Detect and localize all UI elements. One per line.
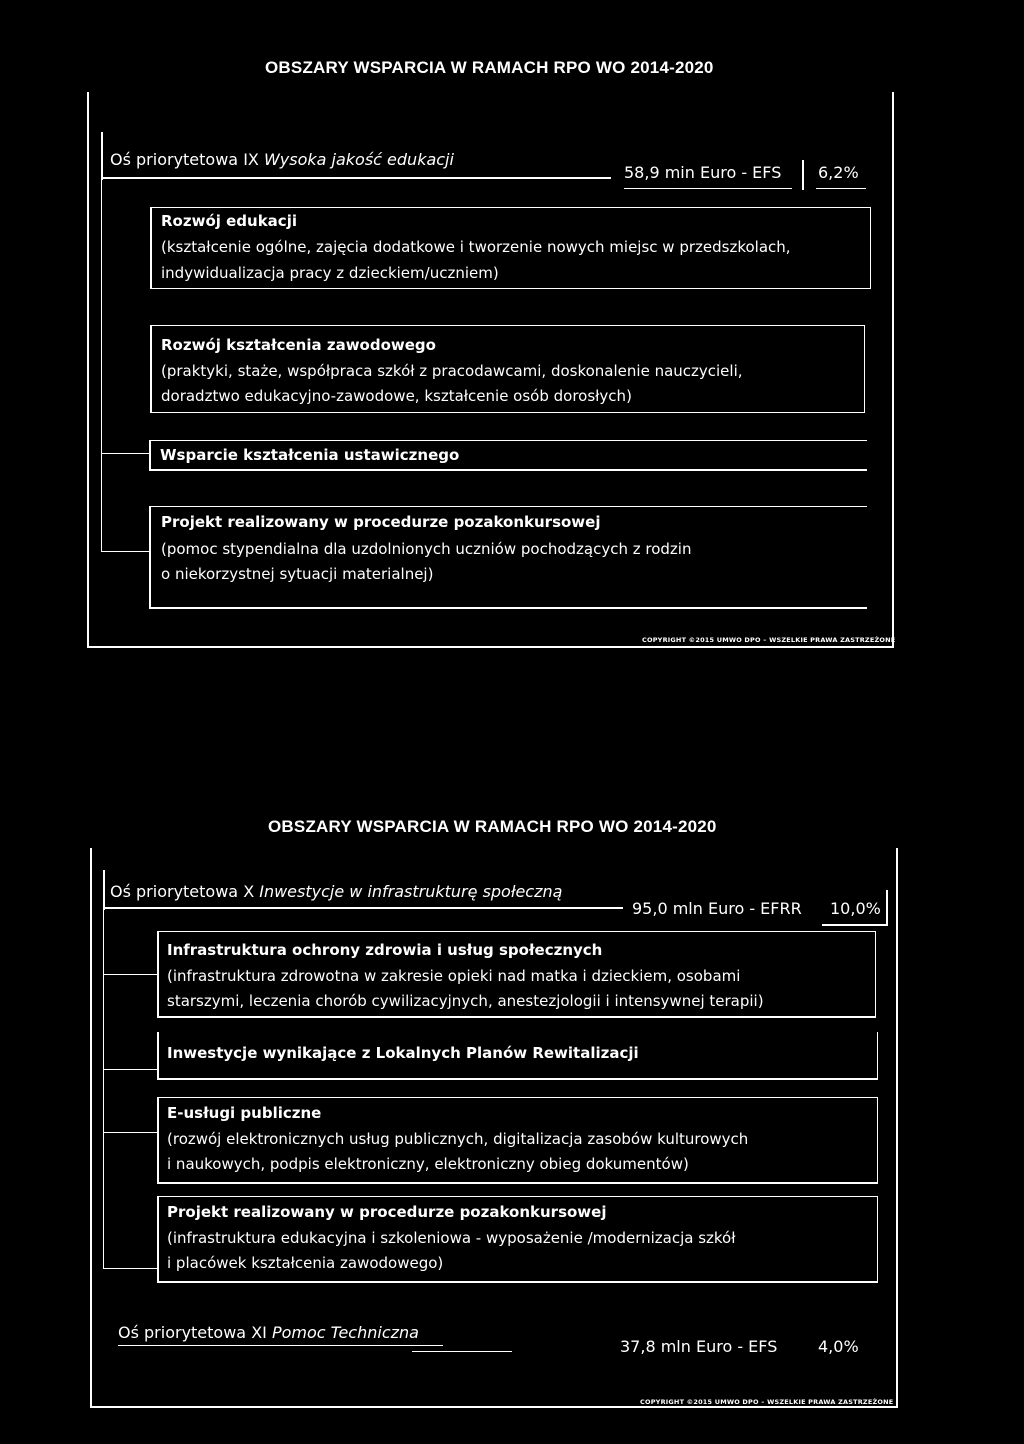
box-ksztalcenie-ustawiczne (149, 440, 867, 471)
axis-ix-underline (101, 177, 611, 179)
box-projekt-pozakonkursowy-1 (149, 506, 867, 609)
axis-ix-amount-underline (624, 188, 792, 189)
axis-x-prefix: Oś priorytetowa X (110, 882, 260, 901)
box-text-line: i placówek kształcenia zawodowego) (167, 1254, 444, 1272)
box-text-line: (rozwój elektronicznych usług publicznych, digitalizacja zasobów kulturowych (167, 1130, 749, 1148)
box-title: Projekt realizowany w procedurze pozakonkursowej (167, 1203, 607, 1221)
slide-2-title: OBSZARY WSPARCIA W RAMACH RPO WO 2014-2020 (268, 817, 717, 836)
connector-box-4 (101, 551, 149, 552)
axis-x-percent-underline (822, 924, 888, 926)
connector-box-s2-4 (103, 1268, 157, 1269)
slide-2-frame-left (90, 848, 92, 1408)
slide-2-frame-right (896, 848, 898, 1408)
box-title: Rozwój edukacji (161, 212, 297, 230)
box-text-line: o niekorzystnej sytuacji materialnej) (161, 565, 434, 583)
connector-box-s2-1 (103, 974, 157, 975)
box-e-uslugi (157, 1097, 878, 1184)
box-lokalne-plany-rewitalizacji (157, 1032, 878, 1080)
box-title: Wsparcie kształcenia ustawicznego (160, 446, 460, 464)
slide-1-frame-bottom (87, 646, 894, 648)
slide-1-title: OBSZARY WSPARCIA W RAMACH RPO WO 2014-2020 (265, 58, 714, 77)
box-title: E-usługi publiczne (167, 1104, 322, 1122)
axis-ix-percent-underline (816, 188, 866, 189)
axis-x-amount: 95,0 mln Euro - EFRR (632, 899, 802, 918)
slide-1-copyright: COPYRIGHT ©2015 UMWO DPO – WSZELKIE PRAWA ZASTRZEŻONE (642, 636, 896, 644)
slide-1-frame-left (87, 92, 89, 648)
box-rozwoj-edukacji (150, 207, 871, 289)
connector-box-s2-3 (103, 1132, 157, 1133)
slide-2-frame-bottom (90, 1406, 898, 1408)
box-title: Infrastruktura ochrony zdrowia i usług społecznych (167, 941, 603, 959)
axis-ix-percent: 6,2% (818, 163, 859, 182)
axis-xi-label (118, 1323, 419, 1342)
box-text-line: (pomoc stypendialna dla uzdolnionych uczniów pochodzących z rodzin (161, 540, 692, 558)
box-ksztalcenie-zawodowe (150, 325, 865, 413)
axis-xi-percent: 4,0% (818, 1337, 859, 1356)
axis-ix-side-bar (101, 132, 103, 180)
slide-2-tree-trunk (103, 908, 104, 1268)
slide-1-frame-right (892, 92, 894, 648)
axis-ix-name: Wysoka jakość edukacji (263, 150, 454, 169)
axis-xi-amount: 37,8 mln Euro - EFS (620, 1337, 778, 1356)
slide-1-tree-trunk (101, 178, 102, 552)
axis-xi-prefix: Oś priorytetowa XI (118, 1323, 272, 1342)
axis-xi-dash (412, 1351, 512, 1352)
slide-2-copyright: COPYRIGHT ©2015 UMWO DPO – WSZELKIE PRAWA ZASTRZEŻONE (640, 1398, 894, 1406)
axis-x-name: Inwestycje w infrastrukturę społeczną (259, 882, 563, 901)
box-title: Projekt realizowany w procedurze pozakonkursowej (161, 513, 601, 531)
axis-x-label (110, 882, 562, 901)
box-text-line: (praktyki, staże, współpraca szkół z pracodawcami, doskonalenie nauczycieli, (161, 362, 743, 380)
box-text-line: indywidualizacja pracy z dzieckiem/uczniem) (161, 264, 499, 282)
axis-x-percent-bar (886, 890, 888, 926)
axis-ix-amount: 58,9 min Euro - EFS (624, 163, 782, 182)
axis-xi-underline (118, 1345, 443, 1346)
box-title: Inwestycje wynikające z Lokalnych Planów Rewitalizacji (167, 1044, 639, 1062)
axis-xi-name: Pomoc Techniczna (271, 1323, 419, 1342)
connector-box-s2-2 (103, 1069, 157, 1070)
axis-x-percent: 10,0% (830, 899, 881, 918)
axis-ix-label (110, 150, 454, 169)
box-infrastruktura-zdrowia (157, 931, 876, 1018)
box-text-line: starszymi, leczenia chorób cywilizacyjnych, anestezjologii i intensywnej terapii) (167, 992, 764, 1010)
box-text-line: doradztwo edukacyjno-zawodowe, kształcenie osób dorosłych) (161, 387, 632, 405)
axis-x-side-bar (103, 870, 105, 910)
axis-ix-percent-bar (802, 160, 804, 190)
axis-x-underline (103, 907, 623, 909)
connector-box-3 (101, 453, 149, 454)
box-text-line: (infrastruktura zdrowotna w zakresie opieki nad matka i dzieckiem, osobami (167, 967, 741, 985)
box-text-line: (kształcenie ogólne, zajęcia dodatkowe i tworzenie nowych miejsc w przedszkolach, (161, 238, 791, 256)
axis-ix-prefix: Oś priorytetowa IX (110, 150, 264, 169)
box-title: Rozwój kształcenia zawodowego (161, 336, 436, 354)
box-text-line: (infrastruktura edukacyjna i szkoleniowa - wyposażenie /modernizacja szkół (167, 1229, 736, 1247)
box-text-line: i naukowych, podpis elektroniczny, elektroniczny obieg dokumentów) (167, 1155, 689, 1173)
box-projekt-pozakonkursowy-2 (157, 1196, 878, 1283)
